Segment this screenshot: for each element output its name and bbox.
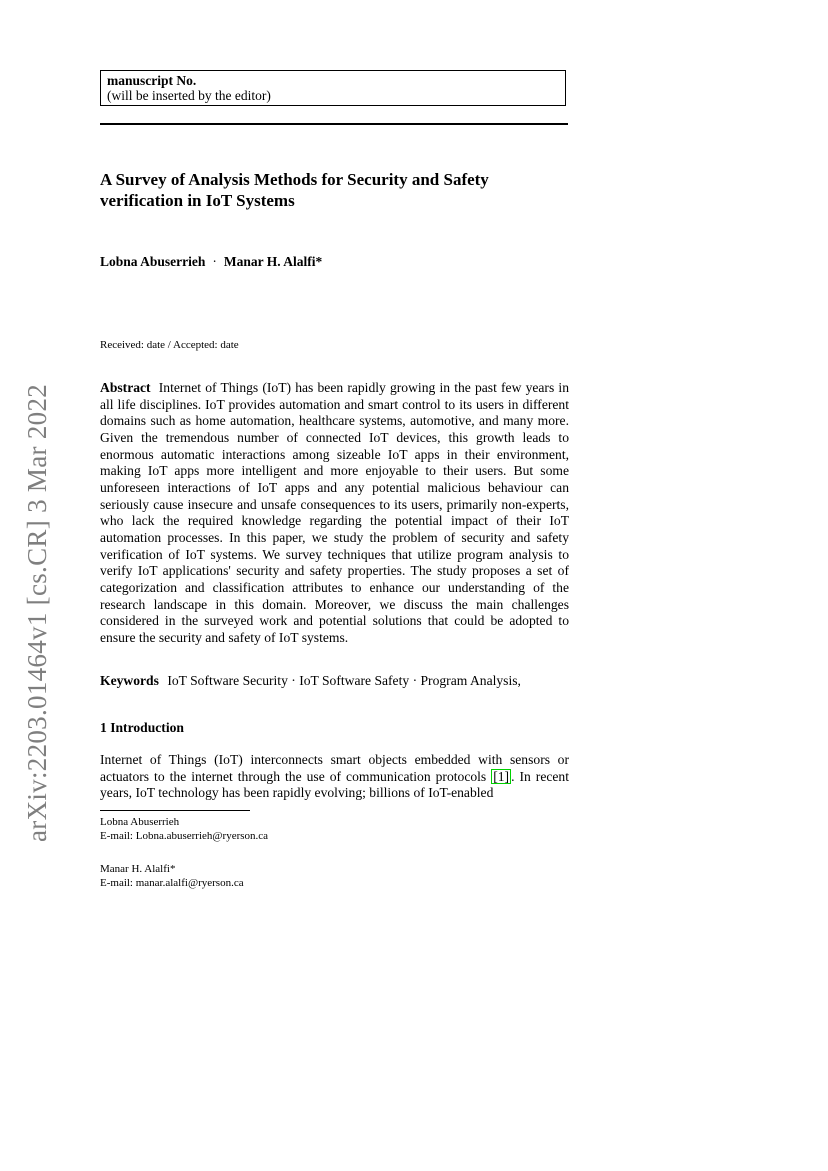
footnote-email: E-mail: manar.alalfi@ryerson.ca <box>100 877 244 889</box>
received-date: Received: date / Accepted: date <box>100 339 239 351</box>
intro-text: Internet of Things (IoT) interconnects smart objects embedded with sensors or actuators to the internet through the use of communication protocols <box>100 752 569 784</box>
intro-text: . In recent years, IoT technology has been rapidly evolving; billions of IoT-enabled <box>100 768 569 801</box>
footnote-rule <box>100 810 250 811</box>
author-list <box>100 254 570 270</box>
footnote-author-2 <box>100 862 500 890</box>
arxiv-identifier: arXiv:2203.01464v1 [cs.CR] 3 Mar 2022 <box>22 383 52 842</box>
author-name: Manar H. Alalfi* <box>223 254 323 269</box>
author-name: Lobna Abuserrieh <box>100 254 206 269</box>
paper-title: A Survey of Analysis Methods for Security and Safety verification in IoT Systems <box>100 170 489 210</box>
citation-link[interactable]: [1] <box>493 768 510 784</box>
keywords-heading: Keywords <box>100 673 159 688</box>
footnote-email: E-mail: Lobna.abuserrieh@ryerson.ca <box>100 830 269 842</box>
abstract-text: Internet of Things (IoT) has been rapidly growing in the past few years in all life disciplines. IoT provides automation and smart control to its users in different domains such as home automation, healthcare systems, automotive, and many more. Given the tremendous number of connected IoT devices, this growth leads to enormous automatic interactions among sizeable IoT apps in their environment, making IoT apps more intelligent and more enjoyable to their users. But some unforeseen interactions of IoT apps and any potential malicious behaviour can seriously cause insecure and unsafe consequences to its users, primarily non-experts, who lack the required knowledge regarding the potential impact of their IoT automation processes. In this paper, we study the problem of security and safety verification of IoT systems. We survey techniques that utilize program analysis to verify IoT applications' security and safety properties. The study proposes a set of categorization and classification attributes to enhance our understanding of the research landscape in this domain. Moreover, we discuss the main challenges considered in the surveyed work and potential solutions that could be adopted to ensure the security and safety of IoT systems. <box>100 380 569 645</box>
footnote-name: Manar H. Alalfi* <box>100 863 176 875</box>
abstract <box>100 380 569 647</box>
footnote-author-1 <box>100 815 500 843</box>
introduction-paragraph <box>100 752 569 802</box>
keywords <box>100 672 569 689</box>
abstract-heading: Abstract <box>100 380 151 395</box>
manuscript-number-label: manuscript No. <box>107 73 197 88</box>
section-heading-introduction: 1 Introduction <box>100 720 184 735</box>
header-rule <box>100 123 568 125</box>
author-separator: · <box>212 254 217 269</box>
manuscript-box <box>100 70 566 106</box>
manuscript-editor-note: (will be inserted by the editor) <box>107 88 271 103</box>
keywords-text: IoT Software Security · IoT Software Safety · Program Analysis, <box>167 673 521 688</box>
footnote-name: Lobna Abuserrieh <box>100 816 180 828</box>
